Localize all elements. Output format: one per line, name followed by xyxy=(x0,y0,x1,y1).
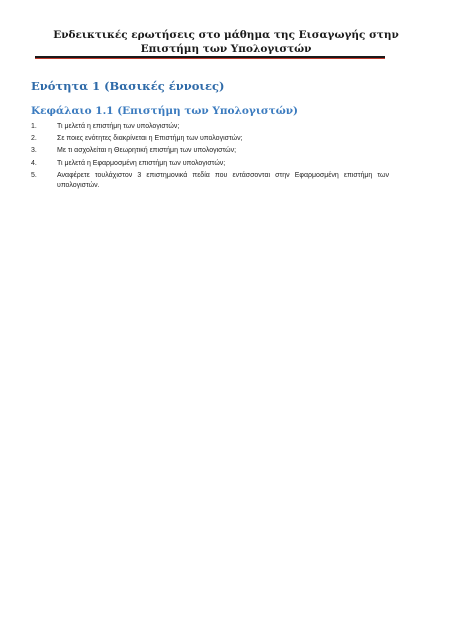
question-number: 4. xyxy=(31,159,37,167)
document-title: Ενδεικτικές ερωτήσεις στο μάθημα της Εισαγωγής στην Επιστήμη των Υπολογιστών xyxy=(53,29,399,55)
question-number: 3. xyxy=(31,147,37,155)
question-number: 2. xyxy=(31,135,37,143)
question-text: Τι μελετά η Εφαρμοσμένη επιστήμη των υπολογιστών; xyxy=(57,159,226,167)
question-item xyxy=(31,146,389,156)
question-text: Αναφέρετε τουλάχιστον 3 επιστημονικά πεδία που εντάσσονται στην Εφαρμοσμένη επιστήμη των υπολογιστών. xyxy=(57,171,389,189)
question-item xyxy=(31,134,389,144)
question-number: 1. xyxy=(31,123,37,130)
section-heading: Ενότητα 1 (Βασικές έννοιες) xyxy=(31,79,225,93)
question-item xyxy=(31,122,389,132)
question-number: 5. xyxy=(31,171,37,179)
question-text: Τι μελετά η επιστήμη των υπολογιστών; xyxy=(57,123,180,130)
question-item xyxy=(31,159,389,169)
question-item xyxy=(31,171,389,191)
title-underline-accent xyxy=(35,58,385,59)
question-text: Με τι ασχολείται η Θεωρητική επιστήμη των υπολογιστών; xyxy=(57,147,237,155)
question-list xyxy=(31,122,389,193)
chapter-heading: Κεφάλαιο 1.1 (Επιστήμη των Υπολογιστών) xyxy=(31,105,298,117)
question-text: Σε ποιες ενότητες διακρίνεται η Επιστήμη των υπολογιστών; xyxy=(57,135,243,143)
